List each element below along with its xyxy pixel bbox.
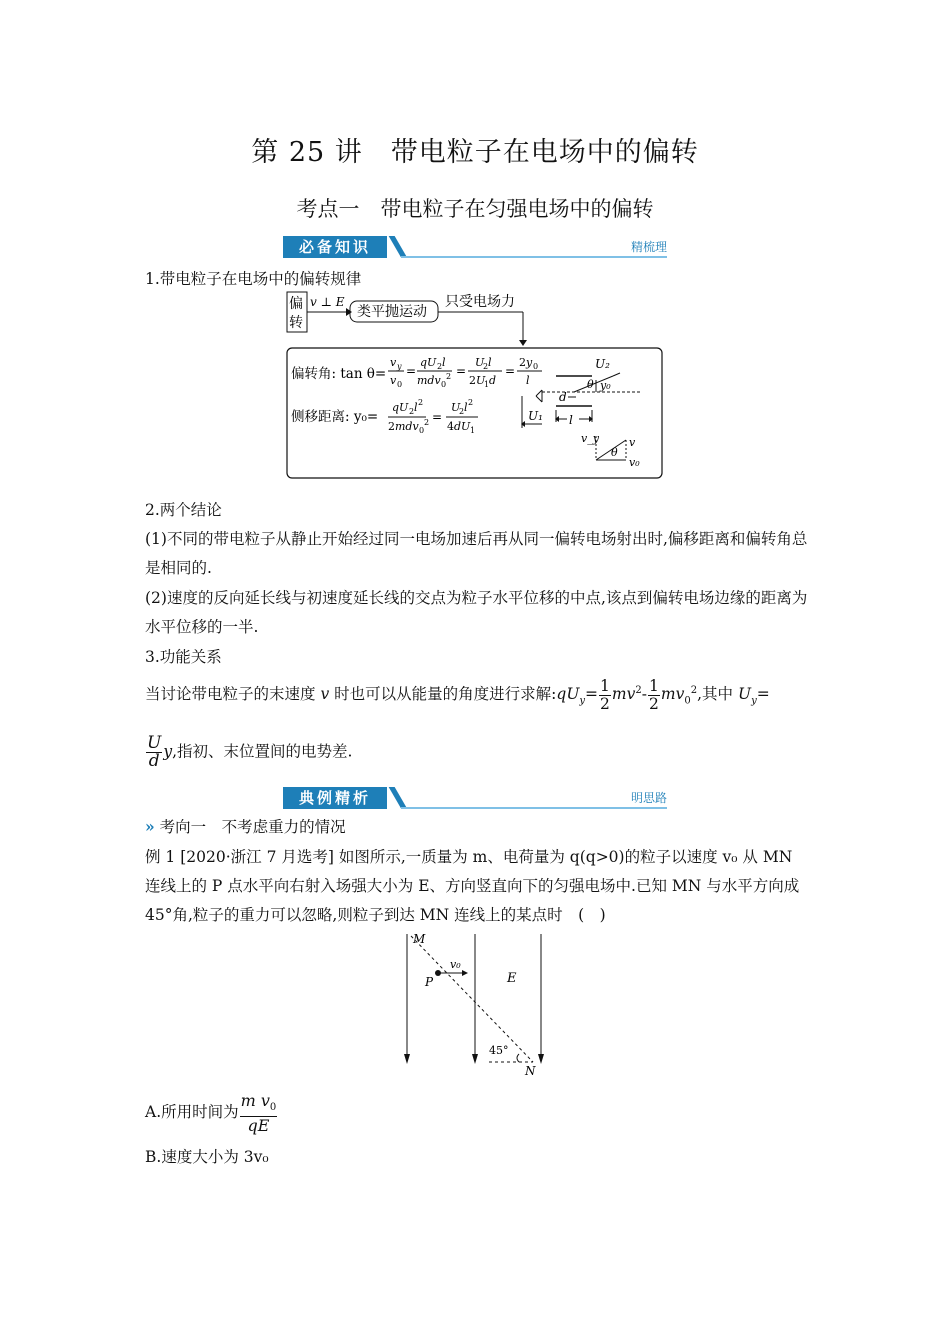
svg-text:U: U [475, 356, 485, 369]
motion-label: 类平抛运动 [357, 304, 427, 320]
y0-label: y₀ [600, 379, 611, 392]
svg-text:d: d [489, 374, 497, 387]
svg-text:2: 2 [446, 372, 452, 381]
svg-text:mdv: mdv [417, 374, 441, 387]
e-label: E [507, 971, 517, 986]
svg-text:v: v [390, 374, 397, 387]
v-label: v [629, 436, 636, 449]
heading-1: 1.带电粒子在电场中的偏转规律 [145, 270, 362, 288]
example-question: 例 1 [2020·浙江 7 月选考] 如图所示,一质量为 m、电荷量为 q(q>0)的粒子以速度 v₀ 从 MN 连线上的 P 点水平向右射入场强大小为 E、方向竖直向下的匀强电场中.已知 MN 与水平方向成 45°角,粒子的重力可以忽略,则粒子到达 MN 连线上的某点时 ( ) [145, 848, 800, 924]
svg-text:U: U [451, 401, 461, 414]
svg-text:mdv: mdv [395, 420, 419, 433]
svg-text:2: 2 [437, 362, 443, 371]
u1-label: U₁ [528, 409, 543, 423]
v0-label: v₀ [450, 958, 461, 971]
double-chevron-icon: » [145, 817, 155, 836]
l-label: l [569, 413, 573, 427]
svg-text:0: 0 [533, 362, 539, 371]
svg-text:2: 2 [388, 420, 395, 433]
d-label: d [559, 390, 567, 404]
svg-text:2: 2 [519, 356, 526, 369]
svg-text:l: l [488, 356, 492, 369]
svg-text:1: 1 [470, 426, 476, 435]
angle-label: 45° [489, 1044, 509, 1057]
svg-text:y: y [526, 356, 533, 369]
svg-text:2: 2 [469, 374, 476, 387]
svg-text:=: = [406, 364, 417, 378]
svg-text:y: y [397, 362, 402, 371]
svg-text:=: = [432, 410, 443, 424]
vy-label: v_y [581, 432, 599, 445]
svg-text:l: l [464, 401, 468, 414]
n-label: N [525, 1064, 536, 1078]
svg-text:2: 2 [418, 398, 424, 407]
svg-text:2: 2 [459, 407, 465, 416]
conclusion-2: (2)速度的反向延长线与初速度延长线的交点为粒子水平位移的中点,该点到偏转电场边缘的距离为水平位移的一半. [145, 589, 808, 636]
svg-text:l: l [414, 401, 418, 414]
displacement-label: 侧移距离: y₀= [291, 409, 379, 425]
svg-text:dU: dU [454, 420, 471, 433]
heading-2: 2.两个结论 [145, 501, 222, 519]
page-title: 第 25 讲 带电粒子在电场中的偏转 [251, 137, 699, 168]
condition-label: v ⊥ E [310, 295, 345, 309]
svg-text:0: 0 [397, 380, 403, 389]
v0-label: v₀ [629, 456, 640, 469]
option-a[interactable]: A.所用时间为 $\frac{m v_0}{qE}$ [145, 1091, 277, 1136]
banner-knowledge [283, 236, 667, 260]
banner-right-label: 明思路 [630, 791, 667, 805]
option-b[interactable]: B.速度大小为 3v₀ [145, 1148, 269, 1166]
direction-label: » 考向一 不考虑重力的情况 [145, 817, 346, 836]
energy-relation-cont: $\frac{U}{d}$ y,指初、末位置间的电势差. [147, 733, 353, 771]
svg-text:=: = [505, 364, 516, 378]
svg-text:qU: qU [392, 401, 409, 414]
banner-tag: 必备知识 [283, 236, 387, 258]
svg-text:0: 0 [419, 426, 425, 435]
p-label: P [425, 975, 434, 989]
svg-text:2: 2 [409, 407, 415, 416]
svg-text:1: 1 [484, 380, 490, 389]
heading-3: 3.功能关系 [145, 648, 222, 666]
svg-text:v: v [390, 356, 397, 369]
energy-relation: 当讨论带电粒子的末速度 v 时也可以从能量的角度进行求解$:qU_y=$ $\frac{1}{2}$ $mv^2-$ $\frac{1}{2}$ $mv_0^2$,其中 $U_y=$ [145, 676, 770, 713]
svg-text:0: 0 [441, 380, 447, 389]
banner-right-label: 精梳理 [630, 240, 667, 254]
u2-label: U₂ [595, 357, 610, 371]
svg-text:l: l [442, 356, 446, 369]
force-label: 只受电场力 [445, 294, 515, 310]
banner-example [283, 787, 667, 811]
conclusion-1: (1)不同的带电粒子从静止开始经过同一电场加速后再从同一偏转电场射出时,偏移距离和偏转角总是相同的. [145, 530, 808, 577]
svg-text:=: = [456, 364, 467, 378]
svg-text:2: 2 [424, 418, 430, 427]
svg-text:U: U [476, 374, 486, 387]
m-label: M [413, 932, 426, 946]
svg-text:θ: θ [611, 446, 618, 459]
box-char-1: 偏 [289, 296, 303, 312]
svg-text:l: l [526, 374, 530, 387]
banner-tag: 典例精析 [283, 787, 387, 809]
svg-text:4: 4 [447, 420, 454, 433]
deflection-diagram [280, 288, 670, 483]
svg-text:2: 2 [483, 362, 489, 371]
svg-text:2: 2 [468, 398, 474, 407]
section-subtitle: 考点一 带电粒子在匀强电场中的偏转 [296, 197, 654, 221]
angle-label: 偏转角: tan θ= [291, 366, 387, 382]
box-char-2: 转 [289, 315, 303, 331]
svg-text:qU: qU [420, 356, 437, 369]
field-diagram [395, 930, 555, 1080]
theta-label: θ [587, 378, 594, 391]
